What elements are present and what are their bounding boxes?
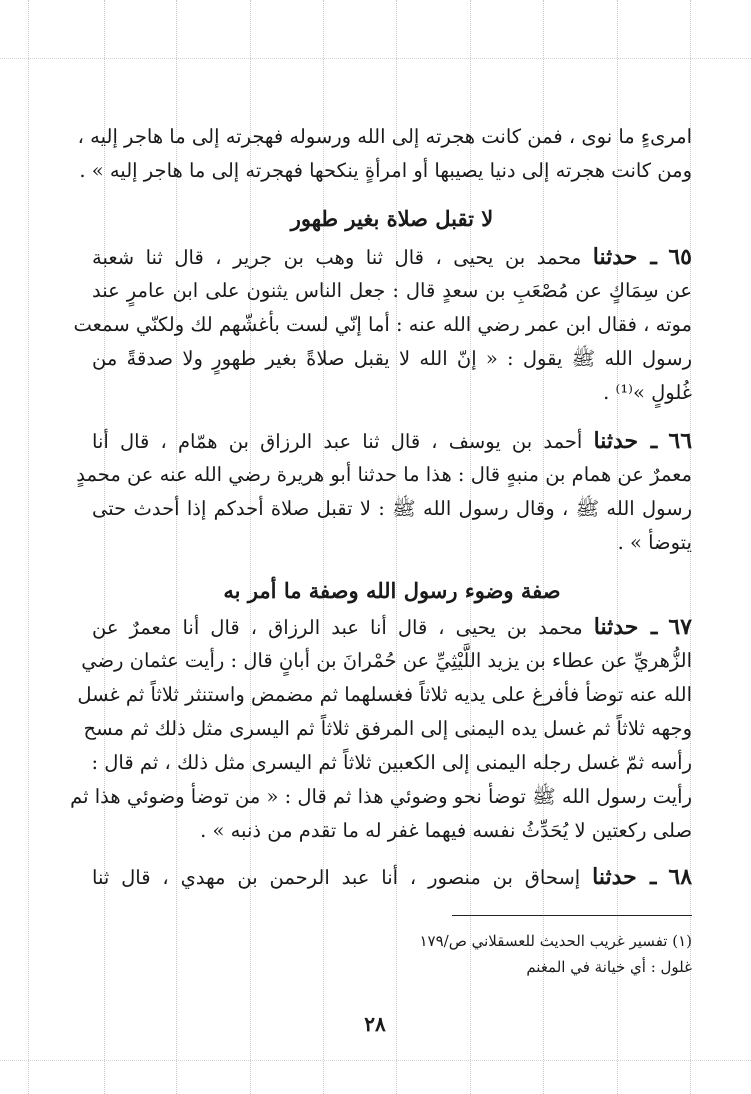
hadith-66-keyword: حدثنا [593,428,639,454]
hadith-67-line-4: وجهه ثلاثاً ثم غسل يده اليمنى إلى المرفق ثلاثاً ثم اليسرى مثل ذلك ثم مسح [83,717,692,740]
hadith-65-line-4: رسول الله ﷺ يقول : « إنّ الله لا يقبل صلاةً بغير طهورٍ ولا صدقةً من [92,347,692,370]
intro-line-2: ومن كانت هجرته إلى دنيا يصيبها أو امرأةٍ ينكحها فهجرته إلى ما هاجر إليه » . [79,159,692,182]
hadith-66-text: أحمد بن يوسف ، قال ثنا عبد الرزاق بن همّام ، قال أنا [92,430,583,453]
section-heading-2: صفة وضوء رسول الله وصفة ما أمر به [223,578,561,603]
hadith-67-text: محمد بن يحيى ، قال أنا عبد الرزاق ، قال أنا معمرٌ عن [92,616,583,639]
hadith-68-keyword: حدثنا [592,864,637,890]
guide-line [0,58,751,59]
hadith-67-line-3: الله عنه توضأ فأفرغ على يديه ثلاثاً فغسلهما ثم مضمض واستنثر ثلاثاً ثم غسل [77,683,692,706]
hadith-66-line-1: ٦٦ ـ حدثنا أحمد بن يوسف ، قال ثنا عبد الرزاق بن همّام ، قال أنا [92,428,693,454]
hadith-65-number: ٦٥ [668,244,692,270]
hadith-68-text: إسحاق بن منصور ، أنا عبد الرحمن بن مهدي ، قال ثنا [92,866,581,889]
hadith-67-line-6: رأيت رسول الله ﷺ توضأ نحو وضوئي هذا ثم قال : « من توضأ وضوئي هذا ثم [70,785,692,808]
intro-line-1: امرىءٍ ما نوى ، فمن كانت هجرته إلى الله ورسوله فهجرته إلى ما هاجر إليه ، [77,125,692,148]
hadith-67-line-7: صلى ركعتين لا يُحَدِّثُ نفسه فيهما غفر له ما تقدم من ذنبه » . [200,819,692,842]
hadith-67-line-5: رأسه ثمّ غسل رجله اليمنى إلى الكعبين ثلاثاً ثم اليسرى مثل ذلك ، ثم قال : [91,751,692,774]
hadith-68-number: ٦٨ [668,864,693,890]
hadith-68-line-1: ٦٨ ـ حدثنا إسحاق بن منصور ، أنا عبد الرحمن بن مهدي ، قال ثنا [92,864,693,890]
footnote-divider [452,915,692,916]
hadith-66-number: ٦٦ [668,428,693,454]
hadith-67-keyword: حدثنا [593,614,639,640]
hadith-65-text: محمد بن يحيى ، قال ثنا وهب بن جرير ، قال ثنا شعبة [92,246,582,269]
page-number: ٢٨ [364,1012,386,1036]
guide-line [28,0,29,1094]
hadith-66-line-3: رسول الله ﷺ ، وقال رسول الله ﷺ : لا تقبل صلاة أحدكم إذا أحدث حتى [92,497,692,520]
footnote-line-1: (١) تفسير غريب الحديث للعسقلاني ص/١٧٩ [419,932,692,950]
footnote-line-2: غلول : أي خيانة في المغنم [526,958,692,976]
hadith-67-number: ٦٧ [668,614,692,640]
hadith-65-line-3: موته ، فقال ابن عمر رضي الله عنه : أما إنّي لست بأغشّهم لك ولكنّي سمعت [73,313,692,336]
hadith-65-keyword: حدثنا [592,244,638,270]
hadith-67-line-2: الزُّهريِّ عن عطاء بن يزيد اللَّيْثِيِّ عن حُمْرانَ بن أبانٍ قال : رأيت عثمان رضي [81,649,692,672]
hadith-65-line-5: غُلولٍ »⁽¹⁾ . [603,381,692,404]
guide-line [0,1060,751,1061]
hadith-65-line-1: ٦٥ ـ حدثنا محمد بن يحيى ، قال ثنا وهب بن جرير ، قال ثنا شعبة [92,244,692,270]
hadith-65-line-2: عن سِمَاكٍ عن مُصْعَبِ بن سعدٍ قال : جعل الناس يثنون على ابن عامرٍ عند [92,279,692,302]
hadith-66-line-4: يتوضأ » . [617,531,692,554]
hadith-66-line-2: معمرٌ عن همام بن منبهٍ قال : هذا ما حدثنا أبو هريرة رضي الله عنه عن محمدٍ [76,463,692,486]
hadith-67-line-1: ٦٧ ـ حدثنا محمد بن يحيى ، قال أنا عبد الرزاق ، قال أنا معمرٌ عن [92,614,692,640]
section-heading-1: لا تقبل صلاة بغير طهور [290,206,494,231]
